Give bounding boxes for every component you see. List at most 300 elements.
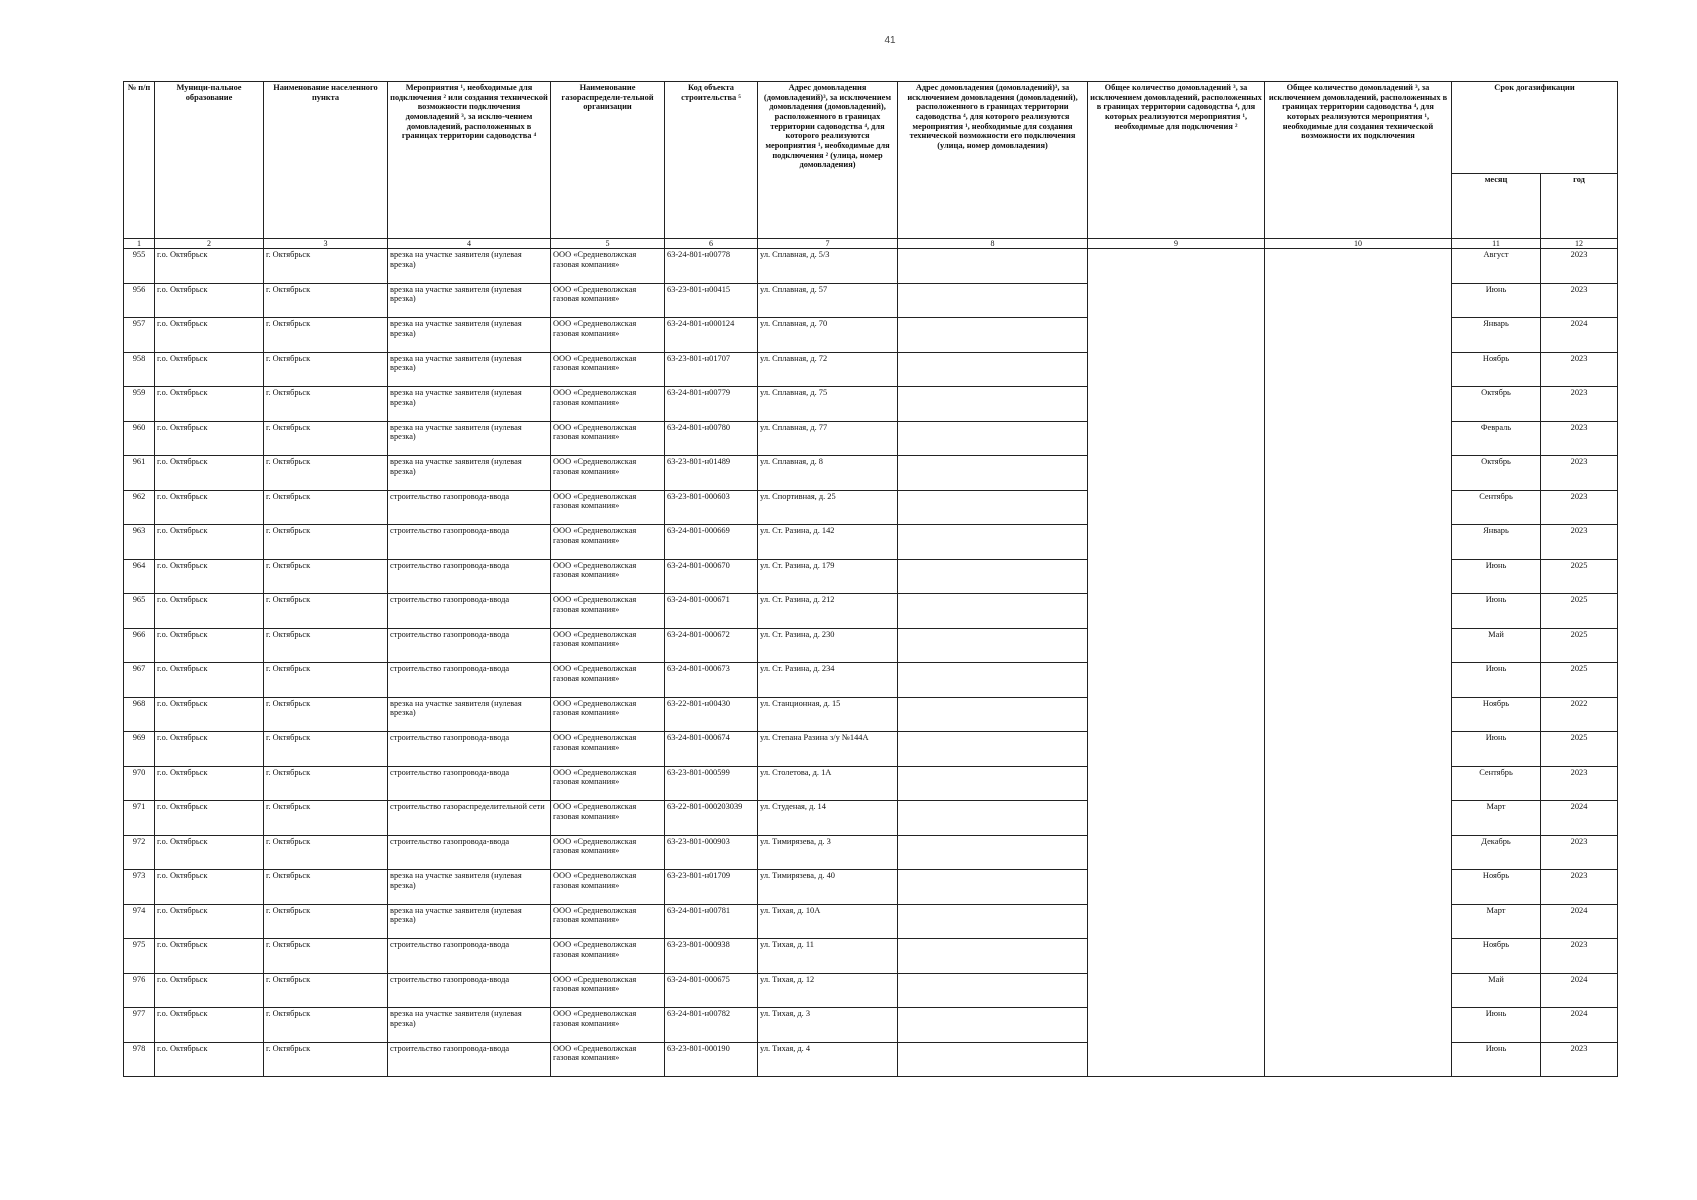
cell-deadline-month: Февраль bbox=[1452, 421, 1541, 456]
cell-address-tech-capability bbox=[898, 663, 1088, 698]
page-number: 41 bbox=[884, 35, 896, 46]
cell-row-number: 964 bbox=[124, 559, 155, 594]
cell-object-code: 63-23-801-н00415 bbox=[665, 283, 758, 318]
cell-settlement: г. Октябрьск bbox=[264, 387, 388, 422]
cell-measure: врезка на участке заявителя (нулевая врезка) bbox=[388, 283, 551, 318]
cell-row-number: 961 bbox=[124, 456, 155, 491]
cell-municipality: г.о. Октябрьск bbox=[155, 904, 264, 939]
cell-count-connection bbox=[1088, 387, 1265, 422]
cell-gas-organization: ООО «Средневолжская газовая компания» bbox=[551, 318, 665, 353]
cell-deadline-month: Июнь bbox=[1452, 559, 1541, 594]
cell-object-code: 63-24-801-000674 bbox=[665, 732, 758, 767]
cell-address-tech-capability bbox=[898, 904, 1088, 939]
cell-measure: врезка на участке заявителя (нулевая врезка) bbox=[388, 1008, 551, 1043]
table-row bbox=[124, 559, 1618, 594]
cell-object-code: 63-24-801-н00782 bbox=[665, 1008, 758, 1043]
cell-count-tech-capability bbox=[1265, 732, 1452, 767]
table-row bbox=[124, 490, 1618, 525]
cell-count-tech-capability bbox=[1265, 421, 1452, 456]
cell-address: ул. Тимирязева, д. 40 bbox=[758, 870, 898, 905]
column-number: 1 bbox=[124, 239, 155, 249]
cell-row-number: 965 bbox=[124, 594, 155, 629]
cell-address-tech-capability bbox=[898, 421, 1088, 456]
cell-count-tech-capability bbox=[1265, 249, 1452, 284]
column-number: 2 bbox=[155, 239, 264, 249]
table-row bbox=[124, 732, 1618, 767]
cell-count-tech-capability bbox=[1265, 939, 1452, 974]
cell-address: ул. Сплавная, д. 70 bbox=[758, 318, 898, 353]
cell-deadline-month: Октябрь bbox=[1452, 387, 1541, 422]
cell-object-code: 63-23-801-000903 bbox=[665, 835, 758, 870]
cell-address: ул. Сплавная, д. 5/3 bbox=[758, 249, 898, 284]
cell-settlement: г. Октябрьск bbox=[264, 490, 388, 525]
cell-address: ул. Тимирязева, д. 3 bbox=[758, 835, 898, 870]
cell-address: ул. Сплавная, д. 57 bbox=[758, 283, 898, 318]
cell-gas-organization: ООО «Средневолжская газовая компания» bbox=[551, 387, 665, 422]
cell-deadline-year: 2023 bbox=[1541, 421, 1618, 456]
cell-count-connection bbox=[1088, 697, 1265, 732]
header-month: месяц bbox=[1452, 174, 1541, 239]
cell-count-connection bbox=[1088, 904, 1265, 939]
cell-municipality: г.о. Октябрьск bbox=[155, 525, 264, 560]
table-row bbox=[124, 421, 1618, 456]
cell-settlement: г. Октябрьск bbox=[264, 628, 388, 663]
cell-address-tech-capability bbox=[898, 594, 1088, 629]
cell-count-tech-capability bbox=[1265, 594, 1452, 629]
cell-object-code: 63-23-801-000599 bbox=[665, 766, 758, 801]
cell-count-connection bbox=[1088, 318, 1265, 353]
cell-count-connection bbox=[1088, 870, 1265, 905]
cell-address-tech-capability bbox=[898, 559, 1088, 594]
cell-address: ул. Тихая, д. 3 bbox=[758, 1008, 898, 1043]
column-number: 11 bbox=[1452, 239, 1541, 249]
cell-deadline-month: Ноябрь bbox=[1452, 870, 1541, 905]
cell-deadline-month: Июнь bbox=[1452, 283, 1541, 318]
cell-count-connection bbox=[1088, 663, 1265, 698]
cell-count-connection bbox=[1088, 456, 1265, 491]
cell-measure: врезка на участке заявителя (нулевая врезка) bbox=[388, 249, 551, 284]
cell-settlement: г. Октябрьск bbox=[264, 1008, 388, 1043]
cell-deadline-month: Октябрь bbox=[1452, 456, 1541, 491]
column-number: 5 bbox=[551, 239, 665, 249]
table-row bbox=[124, 697, 1618, 732]
column-number: 4 bbox=[388, 239, 551, 249]
cell-count-connection bbox=[1088, 1008, 1265, 1043]
cell-gas-organization: ООО «Средневолжская газовая компания» bbox=[551, 904, 665, 939]
table-row bbox=[124, 1008, 1618, 1043]
cell-object-code: 63-24-801-н00778 bbox=[665, 249, 758, 284]
cell-deadline-year: 2025 bbox=[1541, 594, 1618, 629]
cell-deadline-month: Сентябрь bbox=[1452, 490, 1541, 525]
cell-deadline-year: 2023 bbox=[1541, 1042, 1618, 1077]
cell-address: ул. Спортивная, д. 25 bbox=[758, 490, 898, 525]
cell-address: ул. Столетова, д. 1А bbox=[758, 766, 898, 801]
cell-municipality: г.о. Октябрьск bbox=[155, 559, 264, 594]
cell-settlement: г. Октябрьск bbox=[264, 1042, 388, 1077]
cell-address: ул. Ст. Разина, д. 142 bbox=[758, 525, 898, 560]
cell-count-connection bbox=[1088, 1042, 1265, 1077]
cell-row-number: 962 bbox=[124, 490, 155, 525]
table-row bbox=[124, 904, 1618, 939]
cell-address-tech-capability bbox=[898, 456, 1088, 491]
cell-address-tech-capability bbox=[898, 1042, 1088, 1077]
cell-deadline-month: Ноябрь bbox=[1452, 697, 1541, 732]
cell-address: ул. Ст. Разина, д. 230 bbox=[758, 628, 898, 663]
cell-measure: врезка на участке заявителя (нулевая врезка) bbox=[388, 697, 551, 732]
cell-measure: строительство газопровода-ввода bbox=[388, 732, 551, 767]
cell-address: ул. Станционная, д. 15 bbox=[758, 697, 898, 732]
cell-measure: врезка на участке заявителя (нулевая врезка) bbox=[388, 421, 551, 456]
cell-deadline-month: Июнь bbox=[1452, 594, 1541, 629]
cell-gas-organization: ООО «Средневолжская газовая компания» bbox=[551, 490, 665, 525]
column-number: 7 bbox=[758, 239, 898, 249]
cell-object-code: 63-22-801-н00430 bbox=[665, 697, 758, 732]
cell-object-code: 63-24-801-000670 bbox=[665, 559, 758, 594]
cell-address-tech-capability bbox=[898, 318, 1088, 353]
cell-deadline-month: Декабрь bbox=[1452, 835, 1541, 870]
cell-count-connection bbox=[1088, 490, 1265, 525]
header-count-tech-capability: Общее количество домовладений ³, за исключением домовладений, расположенных в границах территории садоводства ⁴, для которых реализуются мероприятия ¹, необходимые для создания технической возможности их подключения bbox=[1265, 82, 1452, 239]
cell-measure: строительство газопровода-ввода bbox=[388, 525, 551, 560]
cell-count-connection bbox=[1088, 973, 1265, 1008]
cell-count-tech-capability bbox=[1265, 973, 1452, 1008]
cell-deadline-year: 2024 bbox=[1541, 1008, 1618, 1043]
cell-count-tech-capability bbox=[1265, 870, 1452, 905]
table-row bbox=[124, 870, 1618, 905]
header-gasification-deadline: Срок догазификации bbox=[1452, 82, 1618, 174]
cell-deadline-year: 2023 bbox=[1541, 490, 1618, 525]
cell-address: ул. Сплавная, д. 75 bbox=[758, 387, 898, 422]
cell-count-tech-capability bbox=[1265, 456, 1452, 491]
cell-address-tech-capability bbox=[898, 525, 1088, 560]
cell-count-connection bbox=[1088, 421, 1265, 456]
cell-row-number: 958 bbox=[124, 352, 155, 387]
cell-address-tech-capability bbox=[898, 283, 1088, 318]
cell-municipality: г.о. Октябрьск bbox=[155, 766, 264, 801]
cell-municipality: г.о. Октябрьск bbox=[155, 490, 264, 525]
cell-address: ул. Степана Разина з/у №144А bbox=[758, 732, 898, 767]
gasification-register-table bbox=[123, 81, 1618, 1077]
cell-count-tech-capability bbox=[1265, 835, 1452, 870]
cell-municipality: г.о. Октябрьск bbox=[155, 628, 264, 663]
cell-deadline-year: 2024 bbox=[1541, 973, 1618, 1008]
cell-row-number: 977 bbox=[124, 1008, 155, 1043]
cell-deadline-year: 2023 bbox=[1541, 939, 1618, 974]
cell-deadline-year: 2025 bbox=[1541, 732, 1618, 767]
cell-row-number: 969 bbox=[124, 732, 155, 767]
header-object-code: Код объекта строительства ⁵ bbox=[665, 82, 758, 239]
cell-measure: врезка на участке заявителя (нулевая врезка) bbox=[388, 870, 551, 905]
cell-deadline-year: 2024 bbox=[1541, 801, 1618, 836]
cell-count-tech-capability bbox=[1265, 525, 1452, 560]
cell-municipality: г.о. Октябрьск bbox=[155, 1042, 264, 1077]
cell-deadline-year: 2023 bbox=[1541, 525, 1618, 560]
cell-deadline-month: Август bbox=[1452, 249, 1541, 284]
cell-count-tech-capability bbox=[1265, 1008, 1452, 1043]
cell-settlement: г. Октябрьск bbox=[264, 766, 388, 801]
header-municipality: Муници-пальное образование bbox=[155, 82, 264, 239]
cell-measure: строительство газопровода-ввода bbox=[388, 835, 551, 870]
table-row bbox=[124, 835, 1618, 870]
cell-row-number: 973 bbox=[124, 870, 155, 905]
cell-measure: строительство газопровода-ввода bbox=[388, 939, 551, 974]
cell-deadline-month: Ноябрь bbox=[1452, 352, 1541, 387]
cell-municipality: г.о. Октябрьск bbox=[155, 1008, 264, 1043]
cell-measure: врезка на участке заявителя (нулевая врезка) bbox=[388, 456, 551, 491]
cell-object-code: 63-24-801-000675 bbox=[665, 973, 758, 1008]
cell-count-tech-capability bbox=[1265, 387, 1452, 422]
cell-settlement: г. Октябрьск bbox=[264, 421, 388, 456]
cell-settlement: г. Октябрьск bbox=[264, 559, 388, 594]
cell-count-connection bbox=[1088, 594, 1265, 629]
cell-address: ул. Студеная, д. 14 bbox=[758, 801, 898, 836]
cell-address-tech-capability bbox=[898, 1008, 1088, 1043]
cell-settlement: г. Октябрьск bbox=[264, 525, 388, 560]
cell-address: ул. Тихая, д. 4 bbox=[758, 1042, 898, 1077]
table-row bbox=[124, 663, 1618, 698]
cell-deadline-month: Июнь bbox=[1452, 732, 1541, 767]
cell-deadline-year: 2025 bbox=[1541, 663, 1618, 698]
cell-deadline-month: Март bbox=[1452, 801, 1541, 836]
cell-count-connection bbox=[1088, 766, 1265, 801]
header-row-number: № п/п bbox=[124, 82, 155, 239]
cell-object-code: 63-24-801-н000124 bbox=[665, 318, 758, 353]
cell-object-code: 63-23-801-000603 bbox=[665, 490, 758, 525]
cell-settlement: г. Октябрьск bbox=[264, 663, 388, 698]
cell-deadline-month: Январь bbox=[1452, 318, 1541, 353]
cell-count-tech-capability bbox=[1265, 318, 1452, 353]
cell-settlement: г. Октябрьск bbox=[264, 249, 388, 284]
cell-count-connection bbox=[1088, 559, 1265, 594]
cell-address: ул. Тихая, д. 10А bbox=[758, 904, 898, 939]
cell-deadline-month: Июнь bbox=[1452, 663, 1541, 698]
cell-count-tech-capability bbox=[1265, 283, 1452, 318]
cell-address-tech-capability bbox=[898, 870, 1088, 905]
cell-gas-organization: ООО «Средневолжская газовая компания» bbox=[551, 939, 665, 974]
cell-count-tech-capability bbox=[1265, 904, 1452, 939]
cell-measure: врезка на участке заявителя (нулевая врезка) bbox=[388, 387, 551, 422]
cell-measure: строительство газопровода-ввода bbox=[388, 559, 551, 594]
cell-count-connection bbox=[1088, 628, 1265, 663]
cell-count-tech-capability bbox=[1265, 1042, 1452, 1077]
cell-settlement: г. Октябрьск bbox=[264, 973, 388, 1008]
cell-deadline-month: Январь bbox=[1452, 525, 1541, 560]
cell-object-code: 63-24-801-н00779 bbox=[665, 387, 758, 422]
cell-deadline-month: Май bbox=[1452, 628, 1541, 663]
cell-address-tech-capability bbox=[898, 732, 1088, 767]
cell-settlement: г. Октябрьск bbox=[264, 352, 388, 387]
cell-address: ул. Ст. Разина, д. 179 bbox=[758, 559, 898, 594]
table-header-row bbox=[124, 82, 1618, 174]
cell-row-number: 975 bbox=[124, 939, 155, 974]
cell-settlement: г. Октябрьск bbox=[264, 318, 388, 353]
cell-address: ул. Сплавная, д. 72 bbox=[758, 352, 898, 387]
cell-count-tech-capability bbox=[1265, 628, 1452, 663]
cell-measure: строительство газопровода-ввода bbox=[388, 973, 551, 1008]
cell-row-number: 959 bbox=[124, 387, 155, 422]
cell-row-number: 960 bbox=[124, 421, 155, 456]
cell-row-number: 972 bbox=[124, 835, 155, 870]
cell-object-code: 63-23-801-н01707 bbox=[665, 352, 758, 387]
cell-settlement: г. Октябрьск bbox=[264, 732, 388, 767]
cell-address-tech-capability bbox=[898, 697, 1088, 732]
table-row bbox=[124, 283, 1618, 318]
cell-settlement: г. Октябрьск bbox=[264, 904, 388, 939]
cell-municipality: г.о. Октябрьск bbox=[155, 283, 264, 318]
cell-count-tech-capability bbox=[1265, 490, 1452, 525]
cell-object-code: 63-24-801-н00780 bbox=[665, 421, 758, 456]
header-address-connection: Адрес домовладения (домовладений)³, за исключением домовладения (домовладений), расположенного в границах территории садоводства ⁴, для которого реализуются мероприятия ¹, необходимые для подключения ² (улица, номер домовладения) bbox=[758, 82, 898, 239]
header-count-connection: Общее количество домовладений ³, за исключением домовладений, расположенных в границах территории садоводства ⁴, для которых реализуются мероприятия ¹, необходимые для подключения ² bbox=[1088, 82, 1265, 239]
cell-object-code: 63-24-801-000673 bbox=[665, 663, 758, 698]
cell-gas-organization: ООО «Средневолжская газовая компания» bbox=[551, 525, 665, 560]
cell-settlement: г. Октябрьск bbox=[264, 283, 388, 318]
column-number: 6 bbox=[665, 239, 758, 249]
cell-count-tech-capability bbox=[1265, 697, 1452, 732]
cell-gas-organization: ООО «Средневолжская газовая компания» bbox=[551, 1042, 665, 1077]
cell-municipality: г.о. Октябрьск bbox=[155, 801, 264, 836]
cell-deadline-year: 2025 bbox=[1541, 628, 1618, 663]
cell-address: ул. Ст. Разина, д. 234 bbox=[758, 663, 898, 698]
cell-gas-organization: ООО «Средневолжская газовая компания» bbox=[551, 697, 665, 732]
column-number-row bbox=[124, 239, 1618, 249]
cell-row-number: 976 bbox=[124, 973, 155, 1008]
cell-deadline-year: 2023 bbox=[1541, 456, 1618, 491]
cell-count-tech-capability bbox=[1265, 766, 1452, 801]
cell-address-tech-capability bbox=[898, 801, 1088, 836]
cell-deadline-year: 2024 bbox=[1541, 904, 1618, 939]
cell-address-tech-capability bbox=[898, 249, 1088, 284]
cell-address-tech-capability bbox=[898, 973, 1088, 1008]
cell-municipality: г.о. Октябрьск bbox=[155, 835, 264, 870]
cell-gas-organization: ООО «Средневолжская газовая компания» bbox=[551, 456, 665, 491]
table-row bbox=[124, 387, 1618, 422]
table-row bbox=[124, 594, 1618, 629]
cell-object-code: 63-24-801-000669 bbox=[665, 525, 758, 560]
cell-deadline-year: 2023 bbox=[1541, 766, 1618, 801]
cell-object-code: 63-24-801-000672 bbox=[665, 628, 758, 663]
table-row bbox=[124, 973, 1618, 1008]
cell-gas-organization: ООО «Средневолжская газовая компания» bbox=[551, 421, 665, 456]
cell-gas-organization: ООО «Средневолжская газовая компания» bbox=[551, 732, 665, 767]
cell-row-number: 971 bbox=[124, 801, 155, 836]
table-row bbox=[124, 801, 1618, 836]
cell-deadline-month: Май bbox=[1452, 973, 1541, 1008]
cell-object-code: 63-24-801-н00781 bbox=[665, 904, 758, 939]
cell-row-number: 956 bbox=[124, 283, 155, 318]
cell-object-code: 63-24-801-000671 bbox=[665, 594, 758, 629]
cell-count-connection bbox=[1088, 352, 1265, 387]
column-number: 10 bbox=[1265, 239, 1452, 249]
cell-gas-organization: ООО «Средневолжская газовая компания» bbox=[551, 801, 665, 836]
cell-municipality: г.о. Октябрьск bbox=[155, 697, 264, 732]
cell-gas-organization: ООО «Средневолжская газовая компания» bbox=[551, 1008, 665, 1043]
cell-gas-organization: ООО «Средневолжская газовая компания» bbox=[551, 559, 665, 594]
cell-settlement: г. Октябрьск bbox=[264, 697, 388, 732]
cell-gas-organization: ООО «Средневолжская газовая компания» bbox=[551, 594, 665, 629]
cell-municipality: г.о. Октябрьск bbox=[155, 939, 264, 974]
cell-count-connection bbox=[1088, 939, 1265, 974]
cell-address-tech-capability bbox=[898, 387, 1088, 422]
cell-deadline-month: Ноябрь bbox=[1452, 939, 1541, 974]
cell-count-connection bbox=[1088, 283, 1265, 318]
cell-gas-organization: ООО «Средневолжская газовая компания» bbox=[551, 663, 665, 698]
cell-row-number: 968 bbox=[124, 697, 155, 732]
header-settlement: Наименование населенного пункта bbox=[264, 82, 388, 239]
cell-gas-organization: ООО «Средневолжская газовая компания» bbox=[551, 352, 665, 387]
cell-measure: строительство газораспределительной сети bbox=[388, 801, 551, 836]
cell-municipality: г.о. Октябрьск bbox=[155, 732, 264, 767]
cell-deadline-year: 2023 bbox=[1541, 352, 1618, 387]
cell-municipality: г.о. Октябрьск bbox=[155, 387, 264, 422]
cell-settlement: г. Октябрьск bbox=[264, 594, 388, 629]
cell-count-tech-capability bbox=[1265, 559, 1452, 594]
cell-gas-organization: ООО «Средневолжская газовая компания» bbox=[551, 249, 665, 284]
cell-municipality: г.о. Октябрьск bbox=[155, 594, 264, 629]
cell-municipality: г.о. Октябрьск bbox=[155, 870, 264, 905]
cell-address: ул. Ст. Разина, д. 212 bbox=[758, 594, 898, 629]
cell-gas-organization: ООО «Средневолжская газовая компания» bbox=[551, 835, 665, 870]
table-row bbox=[124, 628, 1618, 663]
cell-address-tech-capability bbox=[898, 490, 1088, 525]
cell-measure: строительство газопровода-ввода bbox=[388, 490, 551, 525]
cell-deadline-month: Март bbox=[1452, 904, 1541, 939]
header-address-tech-capability: Адрес домовладения (домовладений)³, за исключением домовладения (домовладений), расположенного в границах территории садоводства ⁴, для которого реализуются мероприятия ¹, необходимые для создания технической возможности его подключения (улица, номер домовладения) bbox=[898, 82, 1088, 239]
cell-row-number: 957 bbox=[124, 318, 155, 353]
column-number: 9 bbox=[1088, 239, 1265, 249]
cell-address-tech-capability bbox=[898, 766, 1088, 801]
cell-measure: строительство газопровода-ввода bbox=[388, 663, 551, 698]
cell-measure: врезка на участке заявителя (нулевая врезка) bbox=[388, 904, 551, 939]
cell-object-code: 63-23-801-000190 bbox=[665, 1042, 758, 1077]
table-row bbox=[124, 525, 1618, 560]
cell-count-connection bbox=[1088, 732, 1265, 767]
cell-deadline-month: Июнь bbox=[1452, 1042, 1541, 1077]
cell-address-tech-capability bbox=[898, 628, 1088, 663]
cell-measure: врезка на участке заявителя (нулевая врезка) bbox=[388, 318, 551, 353]
cell-row-number: 978 bbox=[124, 1042, 155, 1077]
header-measures: Мероприятия ¹, необходимые для подключения ² или создания технической возможности подключения домовладений ³, за исклю-чением домовладений, расположенных в границах территории садоводства ⁴ bbox=[388, 82, 551, 239]
cell-settlement: г. Октябрьск bbox=[264, 870, 388, 905]
column-number: 12 bbox=[1541, 239, 1618, 249]
cell-measure: строительство газопровода-ввода bbox=[388, 628, 551, 663]
cell-count-tech-capability bbox=[1265, 352, 1452, 387]
column-number: 8 bbox=[898, 239, 1088, 249]
cell-address-tech-capability bbox=[898, 835, 1088, 870]
cell-gas-organization: ООО «Средневолжская газовая компания» bbox=[551, 283, 665, 318]
cell-deadline-year: 2025 bbox=[1541, 559, 1618, 594]
cell-address: ул. Сплавная, д. 8 bbox=[758, 456, 898, 491]
table-row bbox=[124, 352, 1618, 387]
cell-deadline-year: 2023 bbox=[1541, 870, 1618, 905]
cell-gas-organization: ООО «Средневолжская газовая компания» bbox=[551, 766, 665, 801]
cell-object-code: 63-23-801-000938 bbox=[665, 939, 758, 974]
cell-deadline-year: 2023 bbox=[1541, 835, 1618, 870]
cell-measure: врезка на участке заявителя (нулевая врезка) bbox=[388, 352, 551, 387]
table-row bbox=[124, 1042, 1618, 1077]
cell-count-tech-capability bbox=[1265, 801, 1452, 836]
cell-settlement: г. Октябрьск bbox=[264, 456, 388, 491]
cell-object-code: 63-23-801-н01489 bbox=[665, 456, 758, 491]
cell-deadline-month: Июнь bbox=[1452, 1008, 1541, 1043]
cell-deadline-year: 2023 bbox=[1541, 387, 1618, 422]
header-year: год bbox=[1541, 174, 1618, 239]
cell-gas-organization: ООО «Средневолжская газовая компания» bbox=[551, 973, 665, 1008]
cell-row-number: 966 bbox=[124, 628, 155, 663]
cell-address-tech-capability bbox=[898, 352, 1088, 387]
cell-municipality: г.о. Октябрьск bbox=[155, 318, 264, 353]
cell-address: ул. Сплавная, д. 77 bbox=[758, 421, 898, 456]
